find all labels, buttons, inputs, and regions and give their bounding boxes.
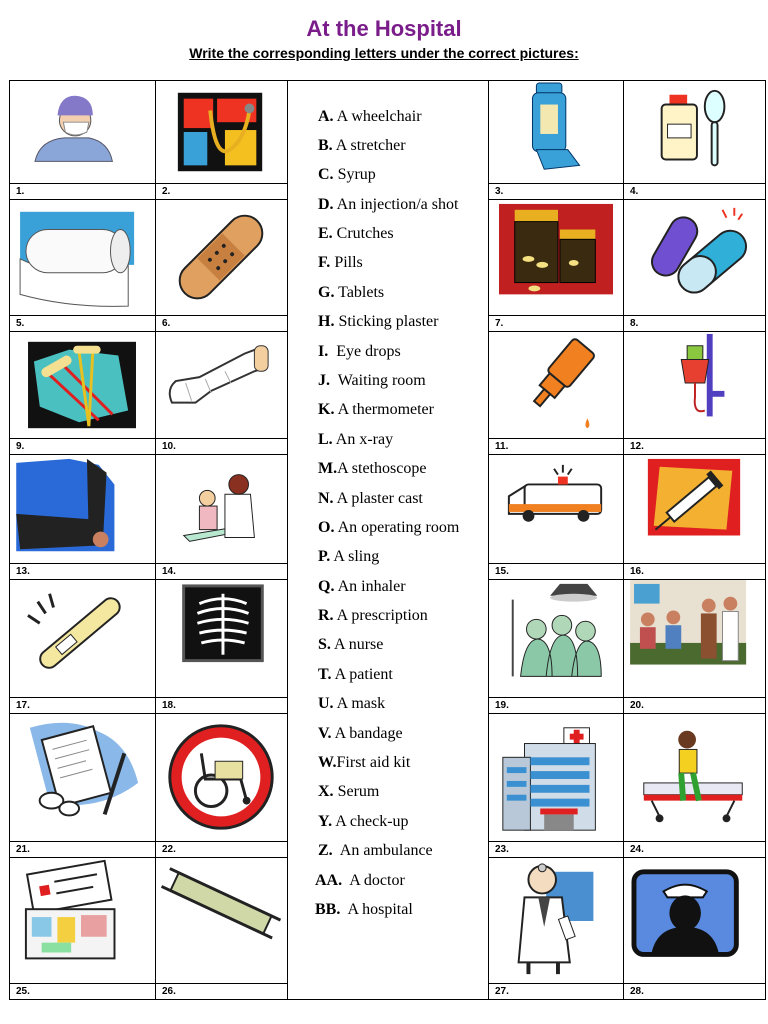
vocab-item: R. A prescription: [318, 607, 428, 624]
picture-cell-24: [623, 713, 766, 858]
vocab-item: BB. A hospital: [315, 901, 413, 918]
x-ray-icon: [156, 580, 287, 697]
plaster-cast-icon: [156, 332, 287, 438]
vocab-item: H. Sticking plaster: [318, 313, 439, 330]
tablets-bottles-icon: [489, 200, 623, 315]
vocabulary-list: [287, 80, 489, 1000]
vocab-item: U. A mask: [318, 695, 386, 712]
picture-cell-16: [623, 454, 766, 580]
bandage-roll-icon: [10, 200, 155, 315]
picture-cell-9: [9, 331, 156, 455]
picture-number: 22.: [156, 841, 287, 857]
prescription-icon: [10, 714, 155, 841]
picture-number: 5.: [10, 315, 155, 331]
vocab-item: K. A thermometer: [318, 401, 434, 418]
picture-cell-28: [623, 857, 766, 1000]
check-up-icon: [156, 455, 287, 563]
vocab-item: T. A patient: [318, 666, 393, 683]
picture-number: 11.: [489, 438, 623, 454]
vocab-item: J. Waiting room: [318, 372, 426, 389]
picture-number: 1.: [10, 183, 155, 199]
vocab-item: Z. An ambulance: [318, 842, 433, 859]
nurse-icon: [624, 858, 765, 983]
vocab-item: B. A stretcher: [318, 137, 406, 154]
picture-number: 23.: [489, 841, 623, 857]
picture-cell-19: [488, 579, 624, 714]
thermometer-icon: [10, 580, 155, 697]
hospital-building-icon: [489, 714, 623, 841]
pills-capsules-icon: [624, 200, 765, 315]
picture-number: 25.: [10, 983, 155, 999]
picture-number: 10.: [156, 438, 287, 454]
eye-drops-icon: [489, 332, 623, 438]
picture-cell-25: [9, 857, 156, 1000]
crutches-icon: [10, 332, 155, 438]
vocab-item: E. Crutches: [318, 225, 394, 242]
picture-number: 6.: [156, 315, 287, 331]
vocab-item: C. Syrup: [318, 166, 376, 183]
picture-number: 16.: [624, 563, 765, 579]
stethoscope-icon: [156, 81, 287, 183]
vocab-item: AA. A doctor: [315, 872, 405, 889]
picture-cell-26: [155, 857, 288, 1000]
vocab-item: I. Eye drops: [318, 343, 401, 360]
picture-number: 26.: [156, 983, 287, 999]
vocab-item: W.First aid kit: [318, 754, 411, 771]
picture-cell-8: [623, 199, 766, 332]
vocab-item: S. A nurse: [318, 636, 384, 653]
picture-cell-13: [9, 454, 156, 580]
vocab-item: X. Serum: [318, 783, 380, 800]
picture-number: 15.: [489, 563, 623, 579]
picture-number: 13.: [10, 563, 155, 579]
picture-cell-22: [155, 713, 288, 858]
picture-cell-27: [488, 857, 624, 1000]
ambulance-icon: [489, 455, 623, 563]
operating-room-icon: [489, 580, 623, 697]
picture-number: 4.: [624, 183, 765, 199]
picture-number: 18.: [156, 697, 287, 713]
picture-number: 19.: [489, 697, 623, 713]
syrup-spoon-icon: [624, 81, 765, 183]
picture-cell-17: [9, 579, 156, 714]
arm-sling-icon: [10, 455, 155, 563]
doctor-icon: [489, 858, 623, 983]
picture-number: 17.: [10, 697, 155, 713]
picture-number: 24.: [624, 841, 765, 857]
picture-cell-10: [155, 331, 288, 455]
vocab-item: Q. An inhaler: [318, 578, 406, 595]
vocab-item: Y. A check-up: [318, 813, 409, 830]
picture-number: 14.: [156, 563, 287, 579]
picture-cell-2: [155, 80, 288, 200]
picture-number: 27.: [489, 983, 623, 999]
wheelchair-icon: [156, 714, 287, 841]
picture-number: 12.: [624, 438, 765, 454]
picture-cell-20: [623, 579, 766, 714]
vocab-item: N. A plaster cast: [318, 490, 423, 507]
picture-cell-4: [623, 80, 766, 200]
picture-cell-21: [9, 713, 156, 858]
vocab-item: O. An operating room: [318, 519, 460, 536]
surgeon-mask-icon: [10, 81, 155, 183]
picture-cell-7: [488, 199, 624, 332]
vocab-item: M.A stethoscope: [318, 460, 427, 477]
vocab-item: A. A wheelchair: [318, 108, 422, 125]
injection-syringe-icon: [624, 455, 765, 563]
picture-cell-5: [9, 199, 156, 332]
picture-cell-12: [623, 331, 766, 455]
stretcher-icon: [156, 858, 287, 983]
vocab-item: P. A sling: [318, 548, 380, 565]
picture-cell-6: [155, 199, 288, 332]
picture-number: 20.: [624, 697, 765, 713]
picture-cell-11: [488, 331, 624, 455]
first-aid-kit-icon: [10, 858, 155, 983]
picture-number: 9.: [10, 438, 155, 454]
vocab-item: G. Tablets: [318, 284, 385, 301]
picture-number: 21.: [10, 841, 155, 857]
picture-cell-3: [488, 80, 624, 200]
vocab-item: V. A bandage: [318, 725, 403, 742]
picture-number: 3.: [489, 183, 623, 199]
picture-number: 8.: [624, 315, 765, 331]
vocab-item: D. An injection/a shot: [318, 196, 459, 213]
picture-cell-23: [488, 713, 624, 858]
picture-cell-18: [155, 579, 288, 714]
picture-cell-15: [488, 454, 624, 580]
vocab-item: L. An x-ray: [318, 431, 394, 448]
picture-cell-1: [9, 80, 156, 200]
picture-number: 7.: [489, 315, 623, 331]
page-title: At the Hospital: [306, 16, 462, 41]
inhaler-icon: [489, 81, 623, 183]
picture-number: 28.: [624, 983, 765, 999]
picture-number: 2.: [156, 183, 287, 199]
patient-stretcher-icon: [624, 714, 765, 841]
picture-cell-14: [155, 454, 288, 580]
waiting-room-icon: [624, 580, 765, 697]
sticking-plaster-icon: [156, 200, 287, 315]
serum-drip-icon: [624, 332, 765, 438]
vocab-item: F. Pills: [318, 254, 363, 271]
instructions: Write the corresponding letters under the correct pictures:: [189, 45, 579, 61]
